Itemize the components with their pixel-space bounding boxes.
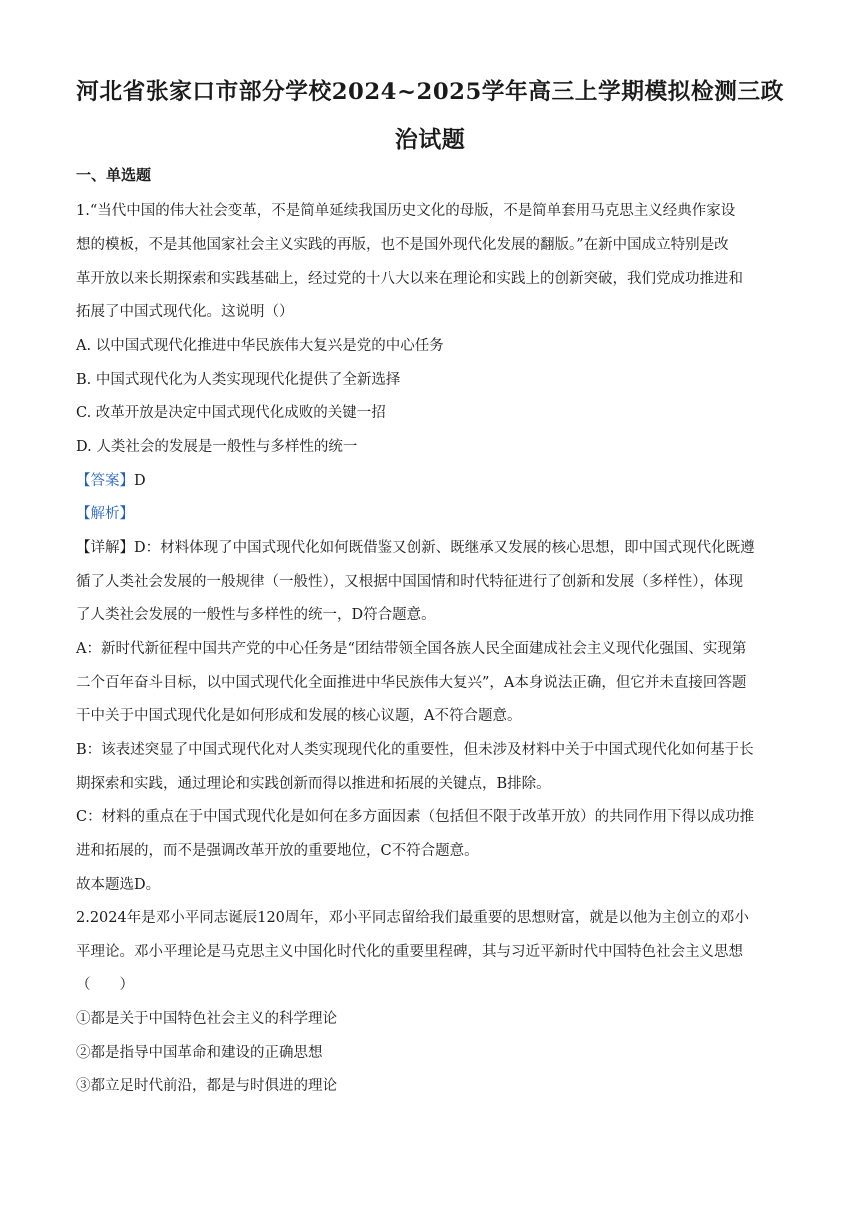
q1-detail-line: 进和拓展的，而不是强调改革开放的重要地位，C不符合题意。 (76, 843, 479, 859)
q1-answer (76, 469, 146, 490)
q1-stem-line: 1.“当代中国的伟大社会变革，不是简单延续我国历史文化的母版，不是简单套用马克思主义经典作家设 (76, 203, 736, 219)
q1-detail-line: B：该表述突显了中国式现代化对人类实现现代化的重要性，但未涉及材料中关于中国式现代化如何基于长 (76, 742, 754, 758)
q2-item: ③都立足时代前沿，都是与时俱进的理论 (76, 1078, 337, 1094)
q2-stem-line: 2.2024年是邓小平同志诞辰120周年，邓小平同志留给我们最重要的思想财富，就是以他为主创立的邓小 (76, 910, 749, 926)
q1-detail-line: 【详解】D：材料体现了中国式现代化如何既借鉴又创新、既继承又发展的核心思想，即中国式现代化既遵 (76, 540, 755, 556)
q2-stem-line: （ ） (76, 977, 134, 993)
q1-stem-line: 革开放以来长期探索和实践基础上，经过党的十八大以来在理论和实践上的创新突破，我们党成功推进和 (76, 271, 743, 287)
section-heading: 一、单选题 (76, 166, 152, 184)
q2-item: ②都是指导中国革命和建设的正确思想 (76, 1045, 323, 1061)
answer-tag: 【答案】 (76, 473, 134, 489)
q1-detail-line: 循了人类社会发展的一般规律（一般性），又根据中国国情和时代特征进行了创新和发展（多样性），体现 (76, 574, 743, 590)
answer-value: D (134, 473, 146, 489)
q2-item: ①都是关于中国特色社会主义的科学理论 (76, 1011, 337, 1027)
q1-option-b: B. 中国式现代化为人类实现现代化提供了全新选择 (76, 372, 401, 388)
q1-detail-line: A：新时代新征程中国共产党的中心任务是“团结带领全国各族人民全面建成社会主义现代化强国、实现第 (76, 641, 747, 657)
q1-option-c: C. 改革开放是决定中国式现代化成败的关键一招 (76, 405, 386, 421)
q1-detail-line: 故本题选D。 (76, 877, 161, 893)
q1-detail-line: 干中关于中国式现代化是如何形成和发展的核心议题，A不符合题意。 (76, 708, 522, 724)
q1-detail-line: C：材料的重点在于中国式现代化是如何在多方面因素（包括但不限于改革开放）的共同作用下得以成功推 (76, 809, 755, 825)
analysis-tag: 【解析】 (76, 506, 134, 522)
q1-stem-line: 想的模板，不是其他国家社会主义实践的再版，也不是国外现代化发展的翻版。”在新中国成立特别是改 (76, 237, 729, 253)
doc-title-line-1: 河北省张家口市部分学校2024~2025学年高三上学期模拟检测三政 (76, 79, 784, 105)
q2-stem-line: 平理论。邓小平理论是马克思主义中国化时代化的重要里程碑，其与习近平新时代中国特色社会主义思想 (76, 944, 743, 960)
q1-detail-line: 了人类社会发展的一般性与多样性的统一，D符合题意。 (76, 607, 436, 623)
doc-title-line-2: 治试题 (394, 126, 466, 153)
q1-detail-line: 期探索和实践，通过理论和实践创新而得以推进和拓展的关键点，B排除。 (76, 776, 551, 792)
q1-detail-line: 二个百年奋斗目标，以中国式现代化全面推进中华民族伟大复兴”，A本身说法正确，但它并未直接回答题 (76, 675, 747, 691)
q1-option-a: A. 以中国式现代化推进中华民族伟大复兴是党的中心任务 (76, 338, 444, 354)
q1-option-d: D. 人类社会的发展是一般性与多样性的统一 (76, 439, 358, 455)
q1-stem-line: 拓展了中国式现代化。这说明（） (76, 304, 294, 320)
